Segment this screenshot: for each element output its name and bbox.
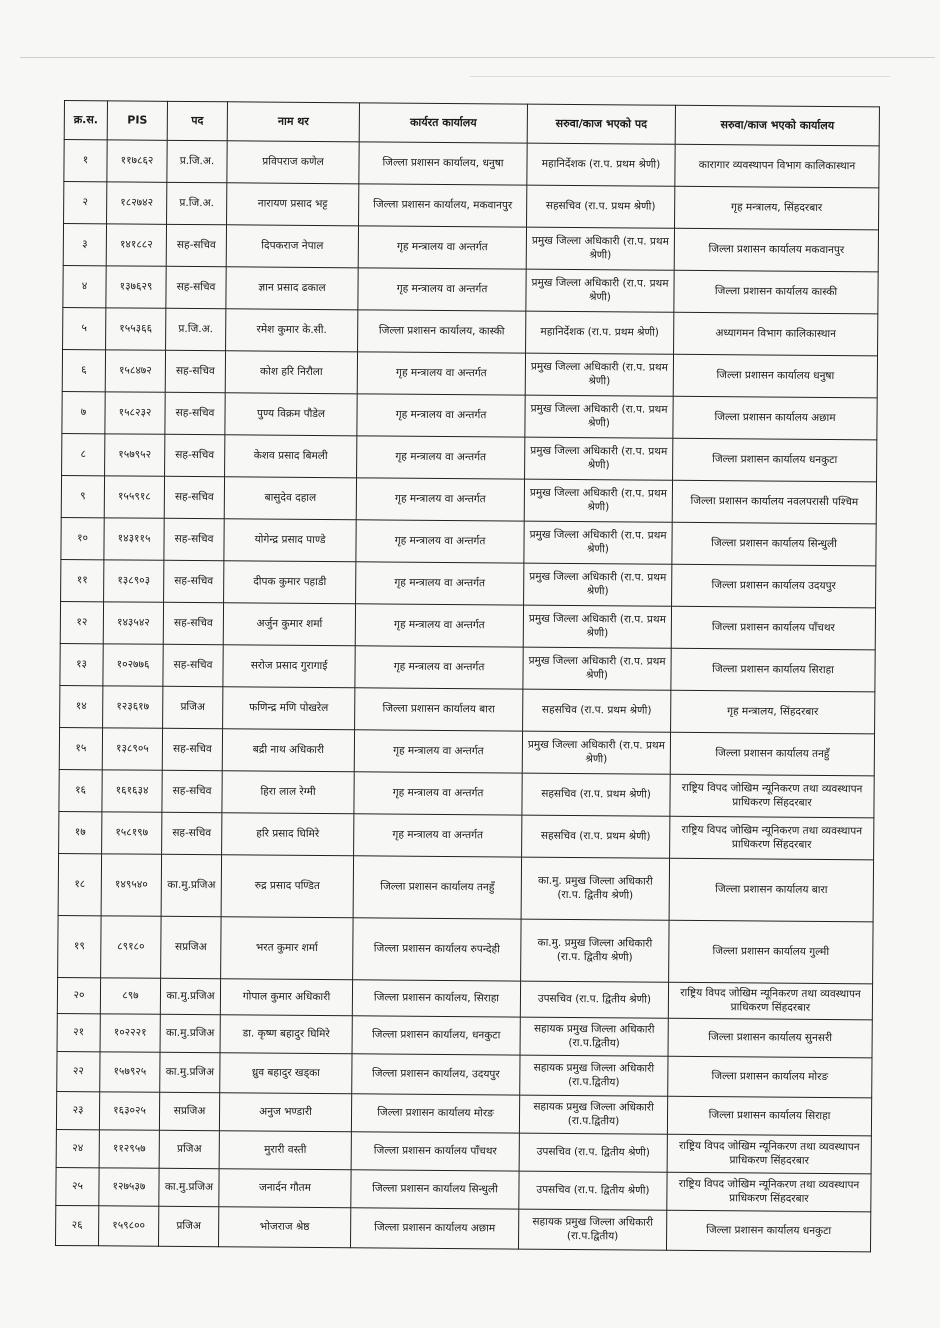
current-office-cell: गृह मन्त्रालय वा अन्तर्गत	[355, 604, 523, 647]
new-post-cell: का.मु. प्रमुख जिल्ला अधिकारी (रा.प. द्वितीय श्रेणी)	[521, 919, 669, 982]
serial-cell: २३	[56, 1091, 99, 1129]
post-cell: सह-सचिव	[165, 392, 225, 434]
name-cell: भरत कुमार शर्मा	[221, 917, 353, 980]
new-office-cell: राष्ट्रिय विपद जोखिम न्यूनिकरण तथा व्यवस्थापन प्राधिकरण सिंहदरबार	[668, 982, 872, 1020]
new-post-cell: प्रमुख जिल्ला अधिकारी (रा.प. प्रथम श्रेणी)	[522, 731, 670, 774]
serial-cell: १५	[59, 727, 102, 769]
new-post-cell: सहसचिव (रा.प. प्रथम श्रेणी)	[522, 815, 670, 858]
serial-cell: ३	[63, 224, 106, 266]
new-office-cell: जिल्ला प्रशासन कार्यालय धनकुटा	[673, 438, 877, 482]
pis-cell: ८९७	[100, 978, 160, 1014]
pis-cell: १५९८००	[99, 1206, 159, 1246]
new-office-cell: जिल्ला प्रशासन कार्यालय धनकुटा	[666, 1210, 870, 1252]
post-cell: सप्रजिअ	[161, 916, 221, 978]
name-cell: अर्जुन कुमार शर्मा	[223, 603, 355, 646]
current-office-cell: गृह मन्त्रालय वा अन्तर्गत	[355, 646, 523, 689]
header-post: पद	[167, 101, 227, 140]
pis-cell: १४१८८२	[106, 224, 166, 266]
new-post-cell: प्रमुख जिल्ला अधिकारी (रा.प. प्रथम श्रेणी)	[525, 395, 673, 438]
new-post-cell: महानिर्देशक (रा.प. प्रथम श्रेणी)	[527, 143, 675, 186]
name-cell: रुद्र प्रसाद पण्डित	[221, 855, 353, 918]
current-office-cell: जिल्ला प्रशासन कार्यालय, उदयपुर	[352, 1054, 520, 1095]
new-office-cell: गृह मन्त्रालय, सिंहदरबार	[671, 690, 875, 734]
table-row	[64, 140, 879, 188]
pis-cell: १५५३६६	[106, 308, 166, 350]
new-office-cell: राष्ट्रिय विपद जोखिम न्यूनिकरण तथा व्यवस्थापन प्राधिकरण सिंहदरबार	[667, 1172, 871, 1212]
new-office-cell: कारागार व्यवस्थापन विभाग कालिकास्थान	[675, 144, 879, 188]
new-post-cell: सहायक प्रमुख जिल्ला अधिकारी (रा.प.द्वितीय)	[520, 1055, 668, 1096]
pis-cell: १५८१९७	[102, 812, 162, 854]
post-cell: का.मु.प्रजिअ	[161, 854, 221, 916]
table-row	[63, 265, 878, 313]
table-row	[58, 915, 873, 983]
table-row	[59, 811, 874, 859]
current-office-cell: जिल्ला प्रशासन कार्यालय पाँचथर	[351, 1132, 519, 1171]
current-office-cell: जिल्ला प्रशासन कार्यालय, धनकुटा	[352, 1016, 520, 1055]
pis-cell: १५५९१८	[104, 476, 164, 518]
header-new-office: सरुवा/काज भएको कार्यालय	[675, 105, 879, 146]
table-row	[57, 1013, 872, 1057]
new-office-cell: जिल्ला प्रशासन कार्यालय सिन्धुली	[672, 522, 876, 566]
new-office-cell: जिल्ला प्रशासन कार्यालय मोरङ	[668, 1056, 872, 1098]
name-cell: कोश हरि निरौला	[225, 351, 357, 394]
new-office-cell: जिल्ला प्रशासन कार्यालय बारा	[669, 858, 873, 922]
pis-cell: १३७६२९	[106, 266, 166, 308]
serial-cell: २५	[56, 1167, 99, 1205]
new-office-cell: जिल्ला प्रशासन कार्यालय पाँचथर	[671, 606, 875, 650]
post-cell: सह-सचिव	[164, 518, 224, 560]
current-office-cell: गृह मन्त्रालय वा अन्तर्गत	[354, 772, 522, 815]
pis-cell: १३८९०५	[102, 728, 162, 770]
pis-cell: ११२९५७	[99, 1130, 159, 1168]
serial-cell: ७	[62, 391, 105, 433]
name-cell: हिरा लाल रेग्मी	[222, 771, 354, 814]
pis-cell: १०२७७६	[103, 644, 163, 686]
current-office-cell: जिल्ला प्रशासन कार्यालय, मकवानपुर	[359, 184, 527, 227]
pis-cell: १५८४७२	[105, 350, 165, 392]
serial-cell: १४	[60, 685, 103, 727]
new-post-cell: प्रमुख जिल्ला अधिकारी (रा.प. प्रथम श्रेणी)	[525, 437, 673, 480]
new-office-cell: अध्यागमन विभाग कालिकास्थान	[674, 312, 878, 356]
serial-cell: २	[64, 182, 107, 224]
post-cell: सह-सचिव	[164, 560, 224, 602]
table-row	[56, 1129, 871, 1173]
new-office-cell: जिल्ला प्रशासन कार्यालय सिराहा	[671, 648, 875, 692]
current-office-cell: गृह मन्त्रालय वा अन्तर्गत	[356, 478, 524, 521]
table-row	[63, 224, 878, 272]
new-office-cell: जिल्ला प्रशासन कार्यालय मकवानपुर	[674, 228, 878, 272]
new-office-cell: राष्ट्रिय विपद जोखिम न्यूनिकरण तथा व्यवस्थापन प्राधिकरण सिंहदरबार	[667, 1134, 871, 1174]
new-post-cell: सहसचिव (रा.प. प्रथम श्रेणी)	[527, 185, 675, 228]
post-cell: का.मु.प्रजिअ	[160, 978, 220, 1014]
table-row	[62, 433, 877, 481]
current-office-cell: जिल्ला प्रशासन कार्यालय, धनुषा	[359, 142, 527, 185]
scan-edge-line	[470, 76, 890, 77]
post-cell: सह-सचिव	[165, 434, 225, 476]
post-cell: का.मु.प्रजिअ	[159, 1168, 219, 1206]
new-post-cell: प्रमुख जिल्ला अधिकारी (रा.प. प्रथम श्रेणी)	[524, 563, 672, 606]
pis-cell: १४३११५	[104, 518, 164, 560]
table-row	[61, 517, 876, 565]
serial-cell: १८	[58, 853, 101, 915]
post-cell: प्र.जि.अ.	[167, 182, 227, 224]
pis-cell: १४३५४२	[103, 602, 163, 644]
new-post-cell: उपसचिव (रा.प. द्वितीय श्रेणी)	[519, 1171, 667, 1210]
current-office-cell: गृह मन्त्रालय वा अन्तर्गत	[358, 226, 526, 269]
scan-edge-line	[20, 57, 935, 58]
table-row	[58, 853, 873, 921]
table-row	[57, 1051, 872, 1097]
new-office-cell: राष्ट्रिय विपद जोखिम न्यूनिकरण तथा व्यवस्थापन प्राधिकरण सिंहदरबार	[670, 774, 874, 818]
current-office-cell: गृह मन्त्रालय वा अन्तर्गत	[358, 268, 526, 311]
new-post-cell: प्रमुख जिल्ला अधिकारी (रा.प. प्रथम श्रेणी)	[526, 227, 674, 270]
header-pis: PIS	[107, 101, 167, 140]
serial-cell: २६	[56, 1205, 99, 1245]
post-cell: सह-सचिव	[164, 476, 224, 518]
serial-cell: ६	[62, 349, 105, 391]
pis-cell: १५८२३२	[105, 392, 165, 434]
new-office-cell: जिल्ला प्रशासन कार्यालय गुल्मी	[669, 920, 873, 984]
new-post-cell: सहायक प्रमुख जिल्ला अधिकारी (रा.प.द्वितीय)	[519, 1095, 667, 1134]
new-post-cell: प्रमुख जिल्ला अधिकारी (रा.प. प्रथम श्रेणी)	[524, 479, 672, 522]
name-cell: प्रविपराज कणेल	[227, 141, 359, 184]
post-cell: प्रजिअ	[159, 1130, 219, 1168]
new-post-cell: प्रमुख जिल्ला अधिकारी (रा.प. प्रथम श्रेणी)	[524, 521, 672, 564]
new-office-cell: जिल्ला प्रशासन कार्यालय तनहुँ	[670, 732, 874, 776]
new-office-cell: जिल्ला प्रशासन कार्यालय सुनसरी	[668, 1018, 872, 1058]
serial-cell: १३	[60, 643, 103, 685]
header-row	[64, 101, 879, 146]
table-row	[63, 307, 878, 355]
new-post-cell: प्रमुख जिल्ला अधिकारी (रा.प. प्रथम श्रेणी)	[526, 269, 674, 312]
new-post-cell: सहसचिव (रा.प. प्रथम श्रेणी)	[522, 773, 670, 816]
name-cell: योगेन्द्र प्रसाद पाण्डे	[224, 519, 356, 562]
serial-cell: १०	[61, 517, 104, 559]
post-cell: सह-सचिव	[166, 224, 226, 266]
new-office-cell: जिल्ला प्रशासन कार्यालय अछाम	[673, 396, 877, 440]
post-cell: का.मु.प्रजिअ	[160, 1014, 220, 1052]
post-cell: सप्रजिअ	[159, 1092, 219, 1130]
current-office-cell: जिल्ला प्रशासन कार्यालय, कास्की	[358, 310, 526, 353]
serial-cell: २०	[57, 977, 100, 1013]
table-row	[61, 475, 876, 523]
post-cell: प्रजिअ	[159, 1206, 219, 1246]
new-office-cell: जिल्ला प्रशासन कार्यालय कास्की	[674, 270, 878, 314]
new-post-cell: प्रमुख जिल्ला अधिकारी (रा.प. प्रथम श्रेणी)	[523, 605, 671, 648]
name-cell: हरि प्रसाद घिमिरे	[222, 813, 354, 856]
new-post-cell: प्रमुख जिल्ला अधिकारी (रा.प. प्रथम श्रेणी)	[525, 353, 673, 396]
new-office-cell: जिल्ला प्रशासन कार्यालय सिराहा	[667, 1096, 871, 1136]
pis-cell: १६३०२५	[99, 1092, 159, 1130]
current-office-cell: गृह मन्त्रालय वा अन्तर्गत	[354, 814, 522, 857]
serial-cell: ९	[61, 475, 104, 517]
table-row	[59, 769, 874, 817]
pis-cell: १६१६३४	[102, 770, 162, 812]
post-cell: सह-सचिव	[165, 350, 225, 392]
new-post-cell: प्रमुख जिल्ला अधिकारी (रा.प. प्रथम श्रेणी)	[523, 647, 671, 690]
new-post-cell: उपसचिव (रा.प. द्वितीय श्रेणी)	[520, 981, 668, 1018]
new-post-cell: सहसचिव (रा.प. प्रथम श्रेणी)	[523, 689, 671, 732]
header-name: नाम थर	[227, 102, 359, 142]
serial-cell: २२	[57, 1051, 100, 1091]
current-office-cell: गृह मन्त्रालय वा अन्तर्गत	[356, 520, 524, 563]
name-cell: दिपकराज नेपाल	[226, 225, 358, 268]
new-post-cell: महानिर्देशक (रा.प. प्रथम श्रेणी)	[526, 311, 674, 354]
table-row	[60, 601, 875, 649]
header-new-post: सरुवा/काज भएको पद	[527, 104, 675, 144]
name-cell: भोजराज श्रेष्ठ	[218, 1207, 350, 1248]
new-post-cell: सहायक प्रमुख जिल्ला अधिकारी (रा.प.द्वितीय)	[520, 1017, 668, 1056]
pis-cell: १४९५४०	[101, 854, 161, 916]
header-serial: क्र.स.	[64, 101, 107, 140]
pis-cell: १५७९५२	[105, 434, 165, 476]
name-cell: सरोज प्रसाद गुरागाई	[223, 645, 355, 688]
new-post-cell: सहायक प्रमुख जिल्ला अधिकारी (रा.प.द्वितीय)	[518, 1209, 666, 1250]
post-cell: सह-सचिव	[163, 602, 223, 644]
pis-cell: १८२७४२	[107, 182, 167, 224]
name-cell: डा. कृष्ण बहादुर घिमिरे	[220, 1015, 352, 1054]
transfer-table	[55, 100, 880, 1252]
table-row	[60, 685, 875, 733]
serial-cell: १९	[58, 915, 101, 977]
name-cell: पुण्य विक्रम पौडेल	[225, 393, 357, 436]
table-body	[56, 140, 880, 1252]
current-office-cell: जिल्ला प्रशासन कार्यालय मोरङ	[351, 1094, 519, 1133]
table-row	[62, 349, 877, 397]
serial-cell: ८	[62, 433, 105, 475]
name-cell: गोपाल कुमार अधिकारी	[220, 979, 352, 1016]
pis-cell: १५७९२५	[100, 1052, 160, 1092]
pis-cell: १३८९०३	[104, 560, 164, 602]
current-office-cell: जिल्ला प्रशासन कार्यालय तनहुँ	[353, 856, 521, 919]
serial-cell: ५	[63, 307, 106, 349]
post-cell: सह-सचिव	[163, 644, 223, 686]
current-office-cell: गृह मन्त्रालय वा अन्तर्गत	[356, 562, 524, 605]
table-row	[64, 182, 879, 230]
name-cell: ध्रुव बहादुर खड्का	[220, 1053, 352, 1094]
current-office-cell: जिल्ला प्रशासन कार्यालय सिन्धुली	[351, 1170, 519, 1209]
post-cell: प्रजिअ	[163, 686, 223, 728]
name-cell: नारायण प्रसाद भट्ट	[227, 183, 359, 226]
current-office-cell: जिल्ला प्रशासन कार्यालय अछाम	[350, 1208, 518, 1249]
table-row	[56, 1091, 871, 1135]
name-cell: बद्री नाथ अधिकारी	[222, 729, 354, 772]
serial-cell: २१	[57, 1013, 100, 1051]
name-cell: अनुज भण्डारी	[219, 1093, 351, 1132]
post-cell: सह-सचिव	[162, 728, 222, 770]
serial-cell: १७	[59, 811, 102, 853]
current-office-cell: गृह मन्त्रालय वा अन्तर्गत	[357, 436, 525, 479]
new-office-cell: राष्ट्रिय विपद जोखिम न्यूनिकरण तथा व्यवस्थापन प्राधिकरण सिंहदरबार	[670, 816, 874, 860]
new-office-cell: जिल्ला प्रशासन कार्यालय धनुषा	[673, 354, 877, 398]
pis-cell: ८९१८०	[101, 916, 161, 978]
new-post-cell: उपसचिव (रा.प. द्वितीय श्रेणी)	[519, 1133, 667, 1172]
header-current-office: कार्यरत कार्यालय	[359, 103, 527, 143]
name-cell: दीपक कुमार पहाडी	[224, 561, 356, 604]
serial-cell: १२	[60, 601, 103, 643]
current-office-cell: गृह मन्त्रालय वा अन्तर्गत	[357, 352, 525, 395]
pis-cell: १२३६१७	[103, 686, 163, 728]
name-cell: जनार्दन गौतम	[219, 1169, 351, 1208]
current-office-cell: गृह मन्त्रालय वा अन्तर्गत	[357, 394, 525, 437]
current-office-cell: जिल्ला प्रशासन कार्यालय बारा	[355, 688, 523, 731]
table-row	[62, 391, 877, 439]
table-row	[61, 559, 876, 607]
new-office-cell: गृह मन्त्रालय, सिंहदरबार	[675, 186, 879, 230]
post-cell: प्र.जि.अ.	[167, 140, 227, 182]
new-office-cell: जिल्ला प्रशासन कार्यालय नवलपरासी पश्चिम	[672, 480, 876, 524]
new-office-cell: जिल्ला प्रशासन कार्यालय उदयपुर	[672, 564, 876, 608]
serial-cell: ११	[61, 559, 104, 601]
current-office-cell: जिल्ला प्रशासन कार्यालय रुपन्देही	[353, 918, 521, 981]
post-cell: सह-सचिव	[166, 266, 226, 308]
name-cell: ज्ञान प्रसाद ढकाल	[226, 267, 358, 310]
table-row	[56, 1205, 871, 1251]
post-cell: सह-सचिव	[162, 812, 222, 854]
table-row	[60, 643, 875, 691]
serial-cell: १६	[59, 769, 102, 811]
pis-cell: ११७८६२	[107, 140, 167, 182]
table-row	[59, 727, 874, 775]
serial-cell: २४	[56, 1129, 99, 1167]
name-cell: रमेश कुमार के.सी.	[226, 309, 358, 352]
serial-cell: ४	[63, 265, 106, 307]
post-cell: प्र.जि.अ.	[166, 308, 226, 350]
pis-cell: १०२२२१	[100, 1014, 160, 1052]
current-office-cell: जिल्ला प्रशासन कार्यालय, सिराहा	[352, 980, 520, 1017]
name-cell: फणिन्द्र मणि पोखरेल	[223, 687, 355, 730]
name-cell: बासुदेव दहाल	[224, 477, 356, 520]
table-row	[56, 1167, 871, 1211]
table-header	[64, 101, 879, 146]
serial-cell: १	[64, 140, 107, 182]
name-cell: मुरारी वस्ती	[219, 1131, 351, 1170]
name-cell: केशव प्रसाद बिमली	[225, 435, 357, 478]
post-cell: का.मु.प्रजिअ	[160, 1052, 220, 1092]
current-office-cell: गृह मन्त्रालय वा अन्तर्गत	[354, 730, 522, 773]
new-post-cell: का.मु. प्रमुख जिल्ला अधिकारी (रा.प. द्वितीय श्रेणी)	[521, 857, 669, 920]
pis-cell: १२७५३७	[99, 1168, 159, 1206]
post-cell: सह-सचिव	[162, 770, 222, 812]
